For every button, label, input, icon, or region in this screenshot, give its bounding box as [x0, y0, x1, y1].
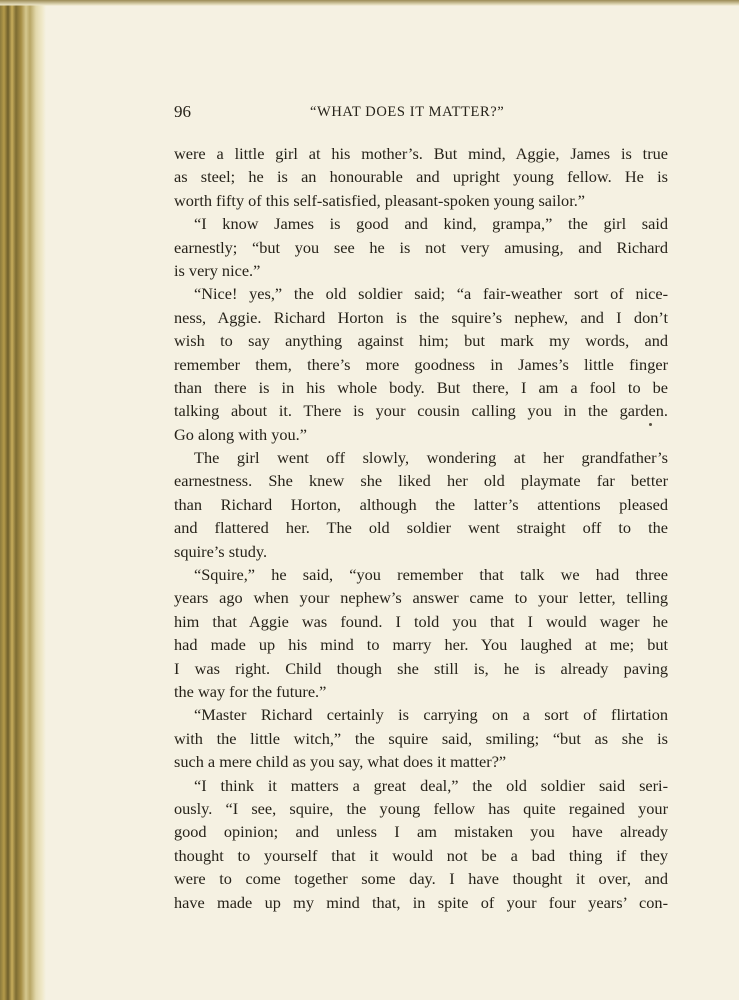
text-line: were a little girl at his mother’s. But mind, Aggie, James is true [174, 144, 668, 163]
text-line: ness, Aggie. Richard Horton is the squire’s nephew, and I don’t [174, 307, 668, 327]
text-line: years ago when your nephew’s answer came to your letter, telling [174, 588, 668, 608]
body-text [174, 142, 668, 914]
text-line: thought to yourself that it would not be a bad thing if they [174, 845, 668, 865]
text-line: as steel; he is an honourable and upright young fellow. He is [174, 167, 668, 187]
text-line: I was right. Child though she still is, he is already paving [174, 658, 668, 678]
text-line: wish to say anything against him; but mark my words, and [174, 331, 668, 351]
paper-speck [649, 423, 652, 426]
running-head: “WHAT DOES IT MATTER?” [310, 104, 505, 120]
text-line: “I know James is good and kind, grampa,” the girl said [194, 214, 668, 234]
text-line: “Nice! yes,” the old soldier said; “a fair-weather sort of nice- [194, 284, 668, 304]
text-line: such a mere child as you say, what does it matter?” [174, 752, 507, 772]
page-header [174, 102, 670, 128]
text-line: than there is in his whole body. But there, I am a fool to be [174, 377, 668, 397]
text-line: worth fifty of this self-satisfied, pleasant-spoken young sailor.” [174, 190, 586, 210]
text-line: “Squire,” he said, “you remember that talk we had three [194, 565, 668, 585]
text-line: The girl went off slowly, wondering at her grandfather’s [194, 448, 668, 468]
text-line: were to come together some day. I have thought it over, and [174, 869, 668, 889]
text-line: “Master Richard certainly is carrying on a sort of flirtation [194, 705, 668, 725]
text-line: the way for the future.” [174, 681, 327, 701]
text-line: have made up my mind that, in spite of your four years’ con- [174, 892, 668, 912]
text-line: ously. “I see, squire, the young fellow has quite regained your [174, 798, 668, 818]
text-line: “I think it matters a great deal,” the old soldier said seri- [194, 775, 668, 795]
text-line: earnestness. She knew she liked her old playmate far better [174, 471, 668, 491]
text-line: than Richard Horton, although the latter’s attentions pleased [174, 494, 668, 514]
text-line: and flattered her. The old soldier went straight off to the [174, 518, 668, 538]
text-line: had made up his mind to marry her. You laughed at me; but [174, 635, 668, 655]
text-line: earnestly; “but you see he is not very amusing, and Richard [174, 237, 668, 257]
page-number: 96 [174, 102, 191, 121]
text-line: is very nice.” [174, 260, 261, 280]
text-line: Go along with you.” [174, 424, 307, 444]
text-line: talking about it. There is your cousin calling you in the garden. [174, 401, 668, 421]
text-line: with the little witch,” the squire said, smiling; “but as she is [174, 728, 668, 748]
text-line: him that Aggie was found. I told you that I would wager he [174, 611, 668, 631]
text-line: squire’s study. [174, 541, 268, 561]
text-line: remember them, there’s more goodness in James’s little finger [174, 354, 668, 374]
text-line: good opinion; and unless I am mistaken you have already [174, 822, 668, 842]
